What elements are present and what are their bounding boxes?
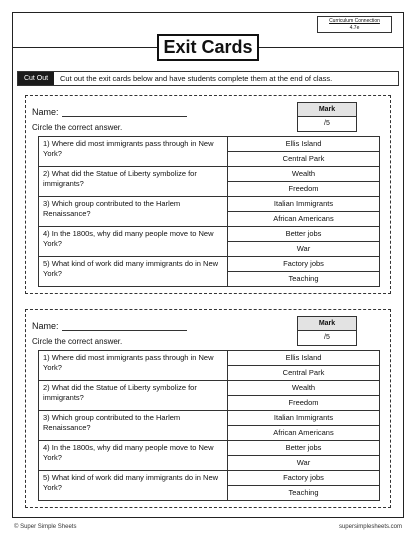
answer-option[interactable]: Central Park <box>228 152 380 167</box>
question-text: 5) What kind of work did many immigrants do in New York? <box>39 471 228 501</box>
answer-option[interactable]: Italian Immigrants <box>228 411 380 426</box>
answer-option[interactable]: Teaching <box>228 272 380 287</box>
name-row <box>32 321 187 331</box>
mark-box <box>297 316 357 346</box>
table-row <box>39 351 380 366</box>
question-text: 4) In the 1800s, why did many people move to New York? <box>39 227 228 257</box>
answer-option[interactable]: African Americans <box>228 212 380 227</box>
mark-box <box>297 102 357 132</box>
answer-option[interactable]: Wealth <box>228 381 380 396</box>
answer-option[interactable]: Ellis Island <box>228 137 380 152</box>
name-field[interactable] <box>62 321 187 331</box>
answer-option[interactable]: Central Park <box>228 366 380 381</box>
name-row <box>32 107 187 117</box>
question-text: 3) Which group contributed to the Harlem Renaissance? <box>39 411 228 441</box>
answer-option[interactable]: Better jobs <box>228 227 380 242</box>
footer-website[interactable]: supersimplesheets.com <box>338 524 402 530</box>
answer-option[interactable]: Factory jobs <box>228 257 380 272</box>
table-row <box>39 441 380 456</box>
answer-option[interactable]: Freedom <box>228 396 380 411</box>
cutout-label: Cut Out <box>18 72 54 85</box>
answer-option[interactable]: African Americans <box>228 426 380 441</box>
page-title: Exit Cards <box>157 34 259 61</box>
name-label: Name: <box>32 107 59 117</box>
answer-option[interactable]: Italian Immigrants <box>228 197 380 212</box>
answer-option[interactable]: Factory jobs <box>228 471 380 486</box>
table-row <box>39 227 380 242</box>
question-text: 2) What did the Statue of Liberty symbolize for immigrants? <box>39 167 228 197</box>
curriculum-code: 4.7e <box>349 25 360 31</box>
question-table <box>38 136 380 287</box>
answer-option[interactable]: War <box>228 456 380 471</box>
question-text: 3) Which group contributed to the Harlem Renaissance? <box>39 197 228 227</box>
answer-option[interactable]: War <box>228 242 380 257</box>
curriculum-connection-box <box>317 16 392 33</box>
answer-option[interactable]: Freedom <box>228 182 380 197</box>
curriculum-label: Curriculum Connection <box>329 18 380 24</box>
mark-label: Mark <box>298 317 356 331</box>
name-field[interactable] <box>62 107 187 117</box>
answer-option[interactable]: Wealth <box>228 167 380 182</box>
name-label: Name: <box>32 321 59 331</box>
question-text: 1) Where did most immigrants pass through in New York? <box>39 137 228 167</box>
question-text: 4) In the 1800s, why did many people move to New York? <box>39 441 228 471</box>
table-row <box>39 197 380 212</box>
table-row <box>39 137 380 152</box>
table-row <box>39 167 380 182</box>
question-table <box>38 350 380 501</box>
answer-option[interactable]: Better jobs <box>228 441 380 456</box>
mark-label: Mark <box>298 103 356 117</box>
cutout-text: Cut out the exit cards below and have students complete them at the end of class. <box>60 74 333 83</box>
exit-card-1 <box>25 95 391 294</box>
question-text: 1) Where did most immigrants pass through in New York? <box>39 351 228 381</box>
table-row <box>39 411 380 426</box>
table-row <box>39 257 380 272</box>
mark-value: /5 <box>324 334 330 341</box>
question-text: 2) What did the Statue of Liberty symbolize for immigrants? <box>39 381 228 411</box>
table-row <box>39 471 380 486</box>
card-instruction: Circle the correct answer. <box>32 123 123 132</box>
card-instruction: Circle the correct answer. <box>32 337 123 346</box>
mark-value: /5 <box>324 120 330 127</box>
question-text: 5) What kind of work did many immigrants do in New York? <box>39 257 228 287</box>
cutout-instructions <box>17 71 399 86</box>
table-row <box>39 381 380 396</box>
exit-card-2 <box>25 309 391 508</box>
footer-copyright: © Super Simple Sheets <box>14 524 77 530</box>
answer-option[interactable]: Ellis Island <box>228 351 380 366</box>
answer-option[interactable]: Teaching <box>228 486 380 501</box>
